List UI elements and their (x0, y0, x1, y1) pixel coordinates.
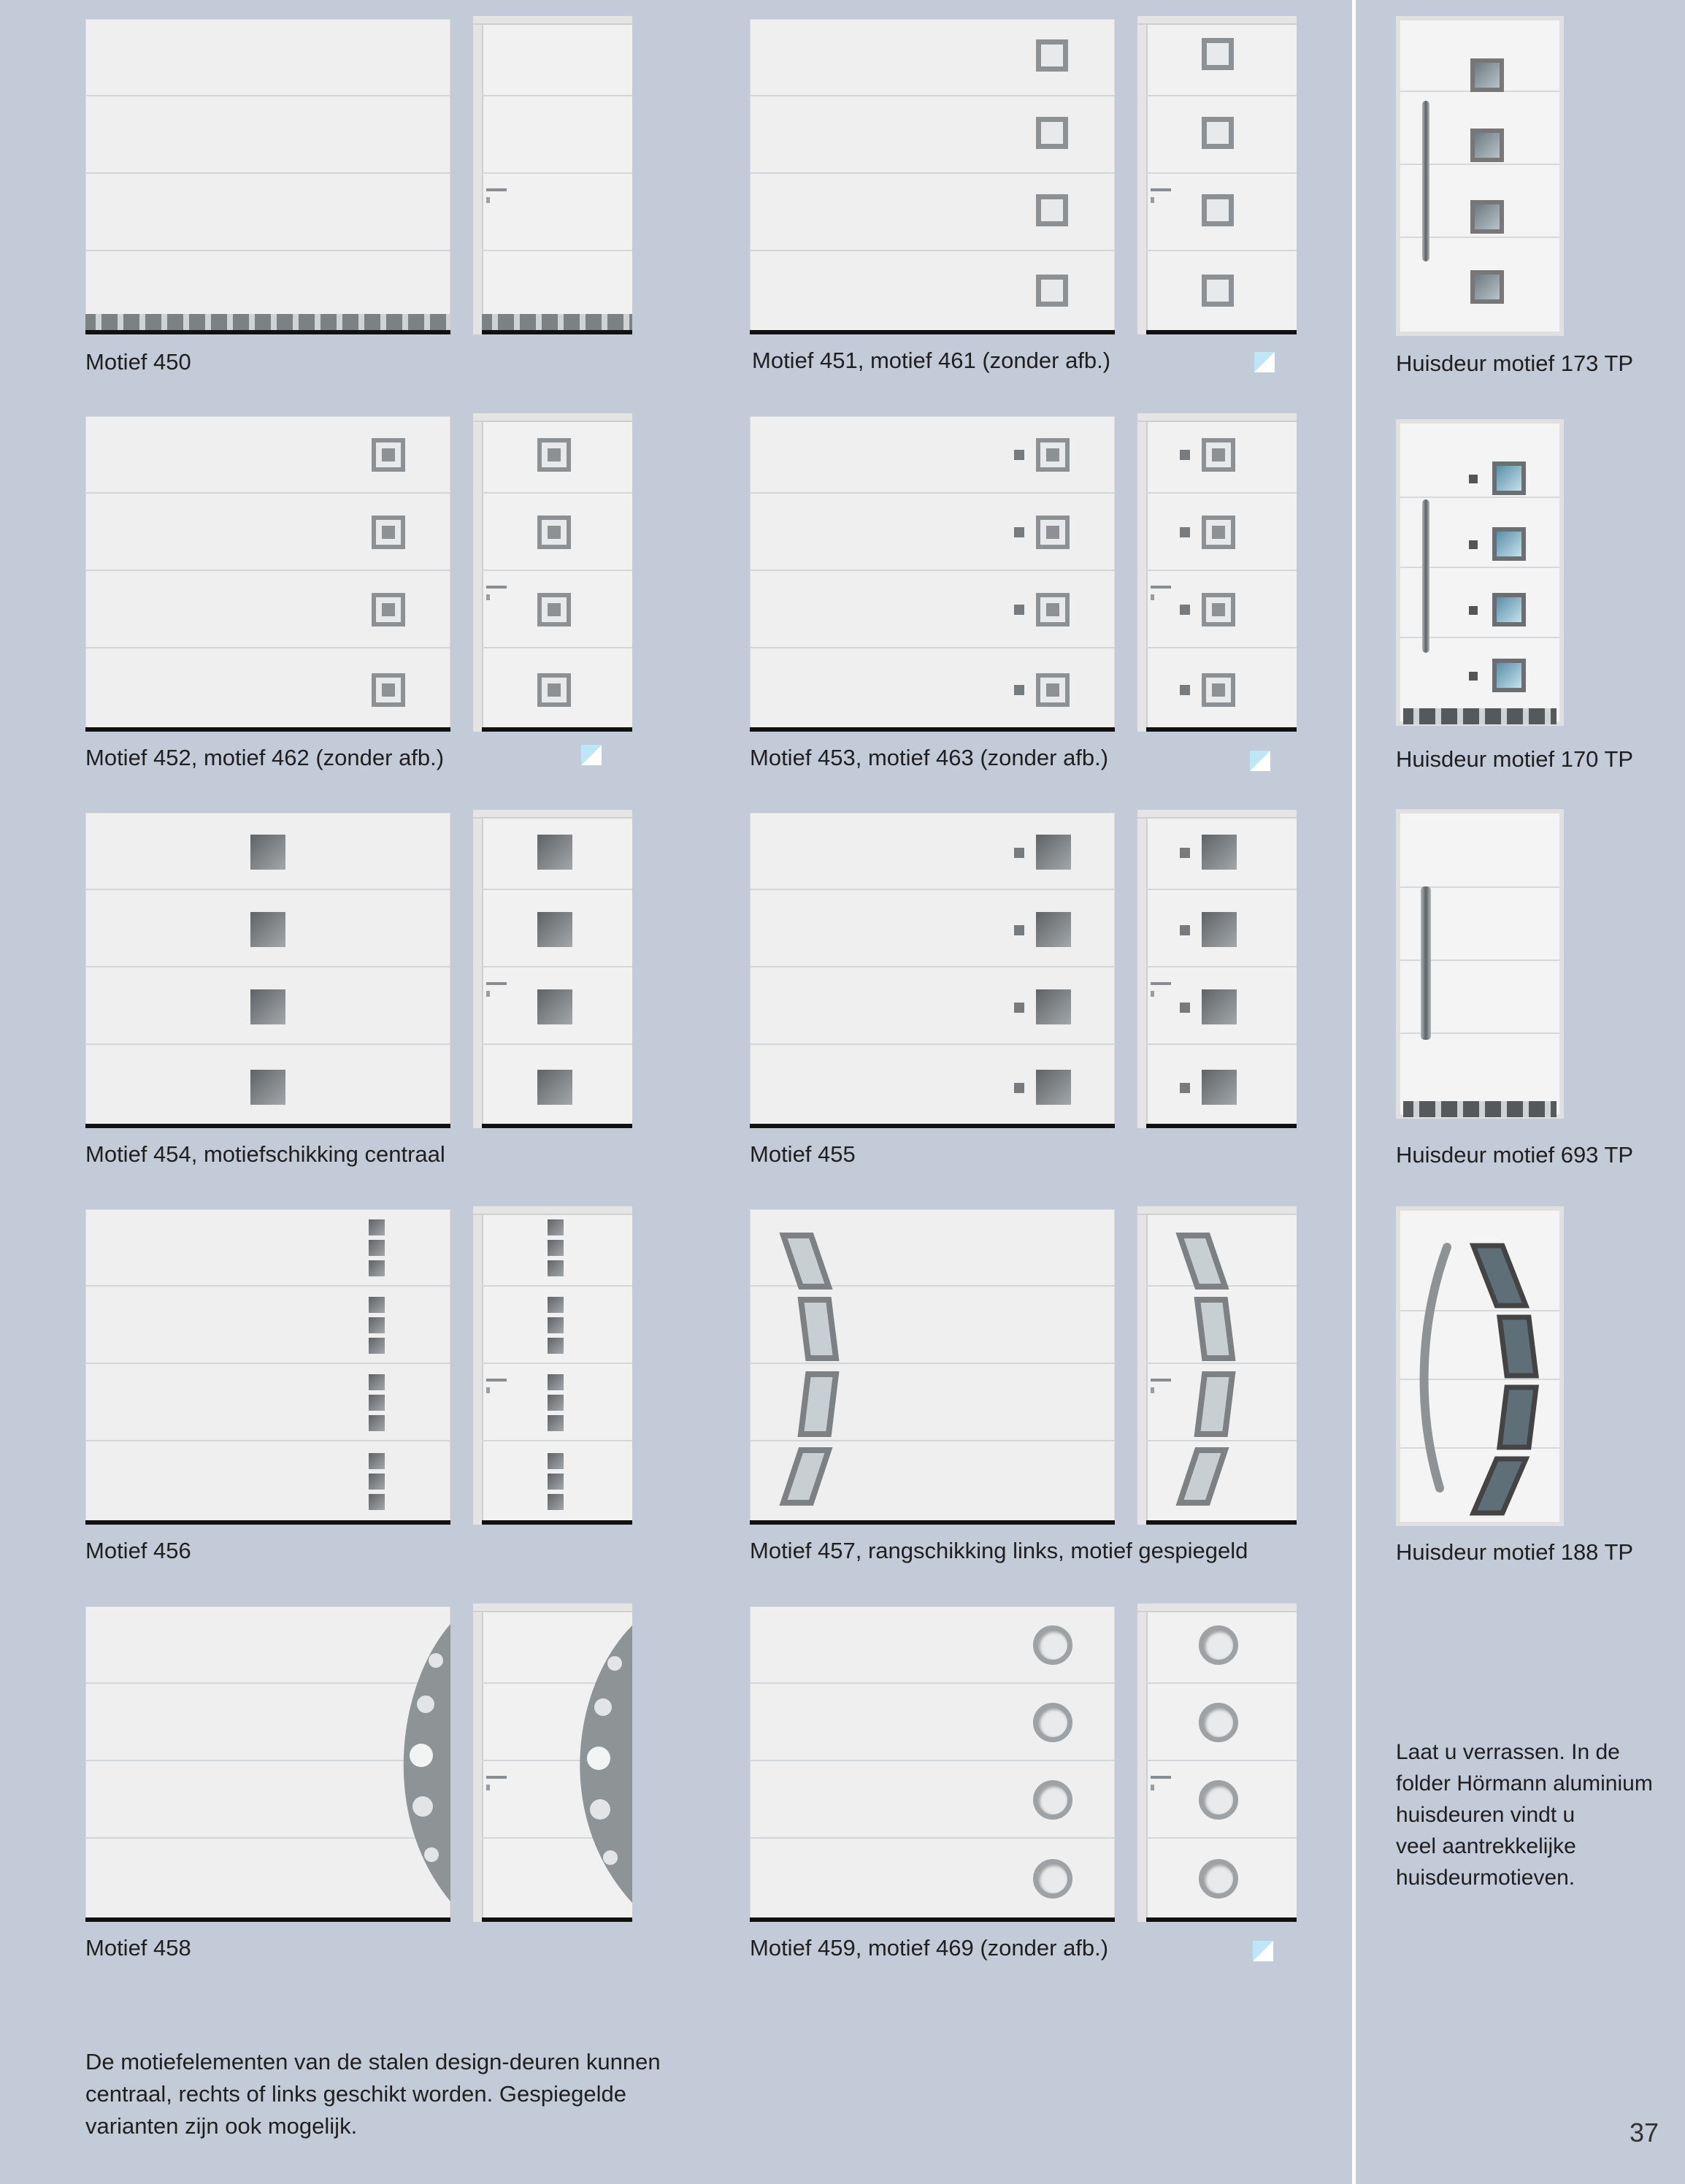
garage-door-456 (85, 1209, 450, 1525)
caption-motief-451: Motief 451, motief 461 (zonder afb.) (752, 348, 1111, 373)
side-door-459 (1137, 1603, 1297, 1922)
side-door-455 (1137, 810, 1297, 1128)
side-door-457 (1137, 1206, 1297, 1525)
sidedoor-marker-icon (1253, 1941, 1273, 1961)
caption-motief-456: Motief 456 (85, 1538, 191, 1563)
garage-door-458 (85, 1606, 450, 1922)
caption-motief-452: Motief 452, motief 462 (zonder afb.) (85, 745, 445, 770)
garage-door-457 (750, 1209, 1115, 1525)
sidedoor-marker-icon (1250, 751, 1270, 771)
caption-motief-458: Motief 458 (85, 1935, 191, 1961)
garage-door-450 (85, 19, 450, 334)
house-door-188 (1396, 1206, 1564, 1526)
house-door-173 (1396, 16, 1564, 336)
caption-motief-457: Motief 457, rangschikking links, motief gespiegeld (750, 1538, 1248, 1563)
side-door-454 (473, 810, 632, 1128)
sidedoor-marker-icon (1254, 352, 1275, 372)
half-moon-motif (559, 1625, 632, 1917)
sidedoor-marker-icon (581, 745, 602, 765)
caption-motief-459: Motief 459, motief 469 (zonder afb.) (750, 1935, 1109, 1961)
side-note-line: folder Hörmann aluminium (1396, 1771, 1653, 1796)
garage-door-454 (85, 813, 450, 1128)
garage-door-455 (750, 813, 1115, 1128)
caption-motief-455: Motief 455 (750, 1141, 856, 1167)
garage-door-453 (750, 416, 1115, 732)
stainless-strip (85, 314, 450, 330)
garage-door-451 (750, 19, 1115, 334)
footer-note-line: centraal, rechts of links geschikt worden. Gespiegelde (85, 2081, 626, 2107)
side-note-line: huisdeurmotieven. (1396, 1866, 1575, 1890)
caption-motief-450: Motief 450 (85, 349, 191, 375)
footer-note-line: De motiefelementen van de stalen design-deuren kunnen (85, 2049, 661, 2074)
side-door-456 (473, 1206, 632, 1525)
side-door-451 (1137, 16, 1297, 334)
side-door-452 (473, 413, 632, 732)
caption-motief-453: Motief 453, motief 463 (zonder afb.) (750, 745, 1109, 770)
side-door-458 (473, 1603, 632, 1922)
curved-window-motif (1175, 1230, 1248, 1536)
footer-note (85, 2046, 661, 2142)
side-note-line: veel aantrekkelijke (1396, 1834, 1576, 1858)
side-note-line: huisdeuren vindt u (1396, 1803, 1575, 1827)
caption-huisdeur-188: Huisdeur motief 188 TP (1396, 1539, 1634, 1565)
side-note-line: Laat u verrassen. In de (1396, 1740, 1620, 1764)
caption-huisdeur-170: Huisdeur motief 170 TP (1396, 746, 1634, 772)
caption-huisdeur-693: Huisdeur motief 693 TP (1396, 1142, 1634, 1168)
footer-note-line: varianten zijn ook mogelijk. (85, 2113, 358, 2139)
half-moon-motif (385, 1624, 450, 1916)
curved-glass-panels (1467, 1240, 1555, 1547)
column-divider (1352, 0, 1356, 2184)
garage-door-452 (85, 416, 450, 732)
caption-motief-454: Motief 454, motiefschikking centraal (85, 1141, 445, 1167)
caption-huisdeur-173: Huisdeur motief 173 TP (1396, 350, 1634, 376)
side-note (1396, 1736, 1653, 1893)
house-door-693 (1396, 809, 1564, 1119)
garage-door-459 (750, 1606, 1115, 1922)
side-door-450 (473, 16, 632, 334)
house-door-170 (1396, 419, 1564, 726)
curved-window-motif (779, 1230, 852, 1536)
side-door-453 (1137, 413, 1297, 732)
page-number: 37 (1630, 2118, 1659, 2147)
